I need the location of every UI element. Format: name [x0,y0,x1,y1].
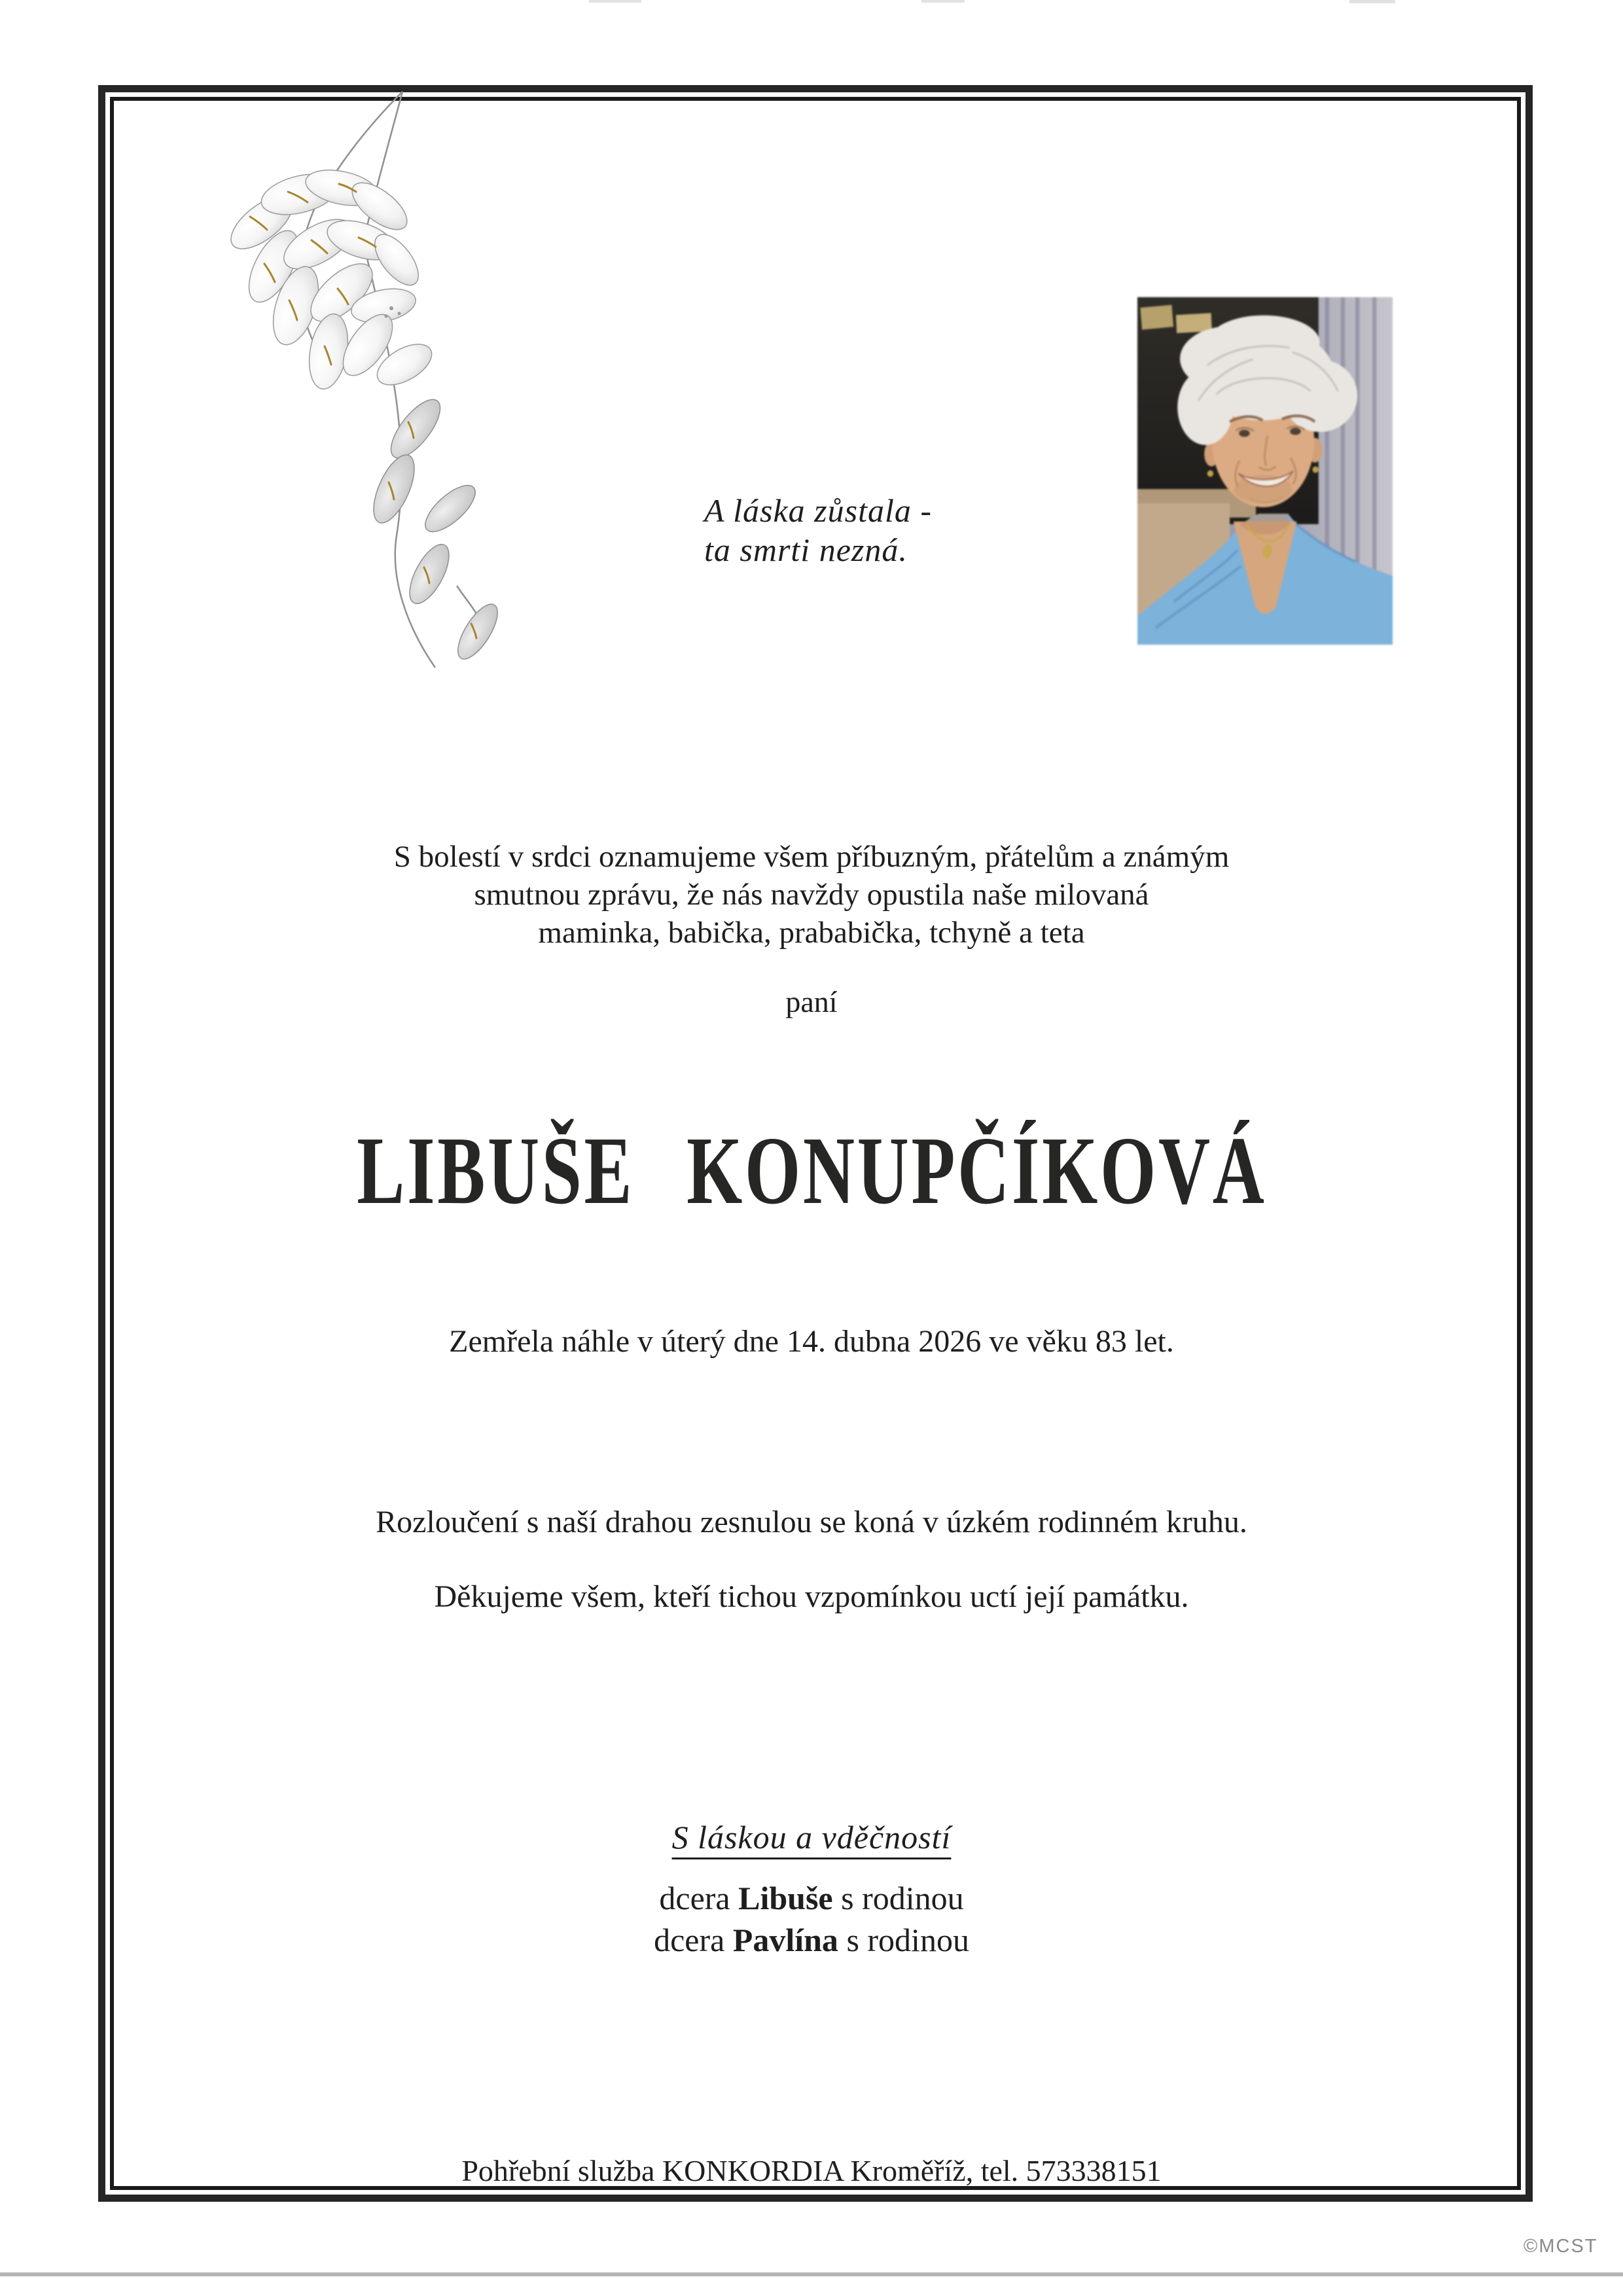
mourner-line [115,1919,1508,1961]
announcement-line-3: maminka, babička, prababička, tchyně a teta [538,916,1085,950]
scan-artifact [589,0,641,3]
deceased-name: LIBUŠE KONUPČÍKOVÁ [356,1117,1267,1225]
mourner-line [115,1877,1508,1919]
copyright-watermark: ©MCST [1524,2236,1598,2257]
salutation: paní [785,985,838,1018]
quote-line-2: ta smrti nezná. [704,531,908,568]
memorial-quote [704,491,932,569]
portrait-photo [1137,297,1393,645]
thanks-notice: Děkujeme všem, kteří tichou vzpomínkou uctí její památku. [434,1579,1189,1614]
funeral-service-info: Pohřební služba KONKORDIA Kroměříž, tel. 573338151 [461,2154,1162,2187]
farewell-notice: Rozloučení s naší drahou zesnulou se koná v úzkém rodinném kruhu. [376,1505,1247,1539]
mourner-name: Pavlína [732,1922,838,1958]
announcement-line-1: S bolestí v srdci oznamujeme všem příbuzným, přátelům a známým [393,840,1230,874]
mourner-name: Libuše [738,1880,833,1916]
quote-line-1: A láska zůstala - [704,492,933,529]
scan-edge-line [0,2272,1623,2276]
mourners-list [115,1877,1508,1961]
death-notice: Zemřela náhle v úterý dne 14. dubna 2026 ve věku 83 let. [449,1324,1174,1359]
scan-artifact [1349,0,1395,3]
mourner-prefix: dcera [659,1880,730,1916]
closing-title: S láskou a vděčností [671,1819,952,1856]
flower-branch-icon [196,88,510,700]
scan-artifact [921,0,965,3]
deceased-name-row [115,1117,1508,1225]
mourner-prefix: dcera [654,1922,725,1958]
announcement-line-2: smutnou zprávu, že nás navždy opustila naše milovaná [474,878,1149,912]
closing-row [115,1818,1508,1856]
announcement-text [115,838,1508,952]
mourner-suffix: s rodinou [846,1922,969,1958]
mourner-suffix: s rodinou [841,1880,964,1916]
